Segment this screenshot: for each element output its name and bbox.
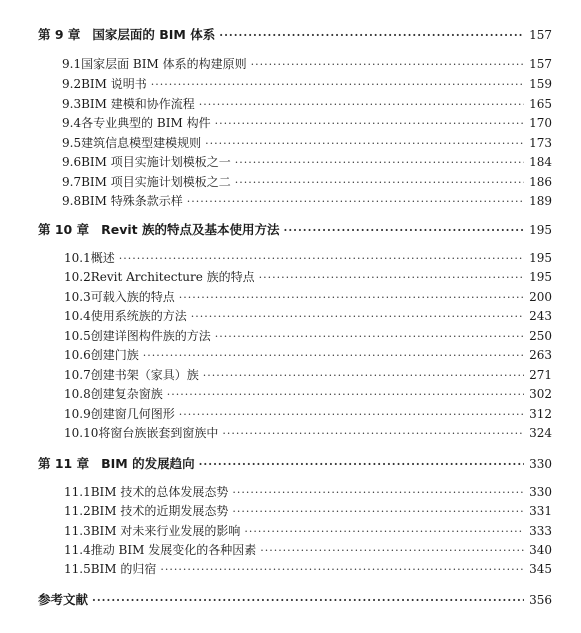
section-number: 11.4: [64, 543, 91, 557]
section-entry: [62, 95, 552, 112]
section-entry: [64, 346, 552, 363]
section-number: 10.8: [64, 387, 91, 401]
section-number: 10.9: [64, 407, 91, 421]
page-number: 331: [529, 504, 552, 518]
page-number: 271: [529, 368, 552, 382]
chapter-heading: [38, 220, 552, 238]
dot-leader: [119, 252, 524, 265]
section-title: BIM 对未来行业发展的影响: [90, 524, 241, 538]
section-number: 9.8: [62, 194, 82, 208]
section-title: 可载入族的特点: [90, 290, 175, 304]
section-number: 9.6: [62, 155, 82, 169]
dot-leader: [235, 176, 524, 189]
dot-leader: [160, 563, 524, 576]
section-number: 11.1: [64, 485, 91, 499]
page-number: 159: [529, 77, 552, 91]
section-entry: [62, 55, 552, 72]
page-number: 195: [529, 223, 552, 237]
page-number: 170: [529, 116, 552, 130]
section-entry: [64, 560, 552, 577]
chapter-title: BIM 的发展趋向: [101, 456, 195, 471]
dot-leader: [199, 458, 524, 471]
dot-leader: [222, 427, 524, 440]
page-number: 200: [529, 290, 552, 304]
section-number: 10.5: [64, 329, 91, 343]
page-number: 157: [529, 28, 552, 42]
dot-leader: [232, 505, 524, 518]
section-entry: [62, 192, 552, 209]
page-number: 189: [529, 194, 552, 208]
section-entry: [64, 424, 552, 441]
dot-leader: [179, 291, 524, 304]
section-title: 建筑信息模型建模规则: [81, 136, 202, 150]
section-number: 9.3: [62, 97, 82, 111]
page-number: 243: [529, 309, 552, 323]
section-number: 11.2: [64, 504, 91, 518]
section-number: 9.1: [62, 57, 82, 71]
section-number: 10.10: [64, 426, 99, 440]
page-number: 184: [529, 155, 552, 169]
chapter-title: 国家层面的 BIM 体系: [92, 27, 216, 42]
section-entry: [64, 483, 552, 500]
section-entry: [64, 385, 552, 402]
section-entry: [64, 288, 552, 305]
dot-leader: [244, 525, 524, 538]
page-number: 157: [529, 57, 552, 71]
dot-leader: [199, 98, 524, 111]
section-title: BIM 建模和协作流程: [81, 97, 195, 111]
page-number: 195: [529, 251, 552, 265]
section-entry: [62, 173, 552, 190]
section-entry: [64, 249, 552, 266]
section-title: BIM 技术的总体发展态势: [90, 485, 229, 499]
section-number: 9.4: [62, 116, 82, 130]
section-number: 9.7: [62, 175, 82, 189]
section-title: BIM 的归宿: [90, 562, 157, 576]
page-number: 195: [529, 270, 552, 284]
chapter-number: 第 9 章: [38, 27, 81, 42]
dot-leader: [205, 137, 524, 150]
dot-leader: [167, 388, 524, 401]
section-number: 10.7: [64, 368, 91, 382]
page-number: 356: [529, 593, 552, 607]
dot-leader: [260, 544, 524, 557]
references-entry: [38, 590, 552, 608]
section-entry: [64, 307, 552, 324]
dot-leader: [203, 369, 524, 382]
section-title: 创建窗几何图形: [90, 407, 175, 421]
section-number: 11.5: [64, 562, 91, 576]
dot-leader: [232, 486, 524, 499]
section-entry: [62, 134, 552, 151]
section-number: 11.3: [64, 524, 91, 538]
section-title: 各专业典型的 BIM 构件: [81, 116, 211, 130]
dot-leader: [283, 224, 524, 237]
chapter-heading: [38, 25, 552, 43]
section-title: 使用系统族的方法: [90, 309, 187, 323]
section-title: BIM 特殊条款示样: [81, 194, 183, 208]
chapter-number: 第 10 章: [38, 222, 90, 237]
section-title: 将窗台族嵌套到窗族中: [98, 426, 219, 440]
section-entry: [64, 522, 552, 539]
page-number: 345: [529, 562, 552, 576]
chapter-heading: [38, 454, 552, 472]
section-title: BIM 说明书: [81, 77, 147, 91]
section-title: 创建门族: [90, 348, 139, 362]
dot-leader: [259, 271, 524, 284]
page-number: 186: [529, 175, 552, 189]
dot-leader: [219, 29, 524, 42]
section-entry: [64, 366, 552, 383]
page-number: 165: [529, 97, 552, 111]
dot-leader: [179, 408, 524, 421]
dot-leader: [215, 330, 524, 343]
dot-leader: [215, 117, 524, 130]
section-number: 10.1: [64, 251, 91, 265]
section-entry: [64, 541, 552, 558]
section-title: Revit Architecture 族的特点: [90, 270, 255, 284]
page-number: 340: [529, 543, 552, 557]
section-entry: [62, 75, 552, 92]
page-number: 173: [529, 136, 552, 150]
section-title: 创建复杂窗族: [90, 387, 163, 401]
page-number: 302: [529, 387, 552, 401]
section-entry: [64, 268, 552, 285]
dot-leader: [187, 195, 524, 208]
dot-leader: [191, 310, 524, 323]
section-number: 10.2: [64, 270, 91, 284]
section-number: 9.5: [62, 136, 82, 150]
section-title: 创建书架（家具）族: [90, 368, 199, 382]
section-title: BIM 项目实施计划模板之一: [81, 155, 231, 169]
section-entry: [64, 327, 552, 344]
chapter-number: 第 11 章: [38, 456, 90, 471]
page-number: 312: [529, 407, 552, 421]
dot-leader: [151, 78, 524, 91]
section-number: 10.4: [64, 309, 91, 323]
section-number: 9.2: [62, 77, 82, 91]
section-title: BIM 技术的近期发展态势: [90, 504, 229, 518]
section-number: 10.3: [64, 290, 91, 304]
page-number: 250: [529, 329, 552, 343]
dot-leader: [143, 349, 524, 362]
page-number: 324: [529, 426, 552, 440]
dot-leader: [235, 156, 524, 169]
section-title: 国家层面 BIM 体系的构建原则: [81, 57, 247, 71]
section-entry: [62, 114, 552, 131]
section-entry: [64, 502, 552, 519]
chapter-title: Revit 族的特点及基本使用方法: [101, 222, 280, 237]
section-title: 创建详图构件族的方法: [90, 329, 211, 343]
section-entry: [62, 153, 552, 170]
section-title: BIM 项目实施计划模板之二: [81, 175, 231, 189]
section-title: 概述: [90, 251, 115, 265]
page-number: 333: [529, 524, 552, 538]
section-entry: [64, 405, 552, 422]
page-number: 330: [529, 485, 552, 499]
section-title: 推动 BIM 发展变化的各种因素: [90, 543, 257, 557]
references-title: 参考文献: [38, 592, 89, 607]
dot-leader: [251, 58, 524, 71]
page-number: 330: [529, 457, 552, 471]
page-number: 263: [529, 348, 552, 362]
dot-leader: [92, 594, 524, 607]
section-number: 10.6: [64, 348, 91, 362]
